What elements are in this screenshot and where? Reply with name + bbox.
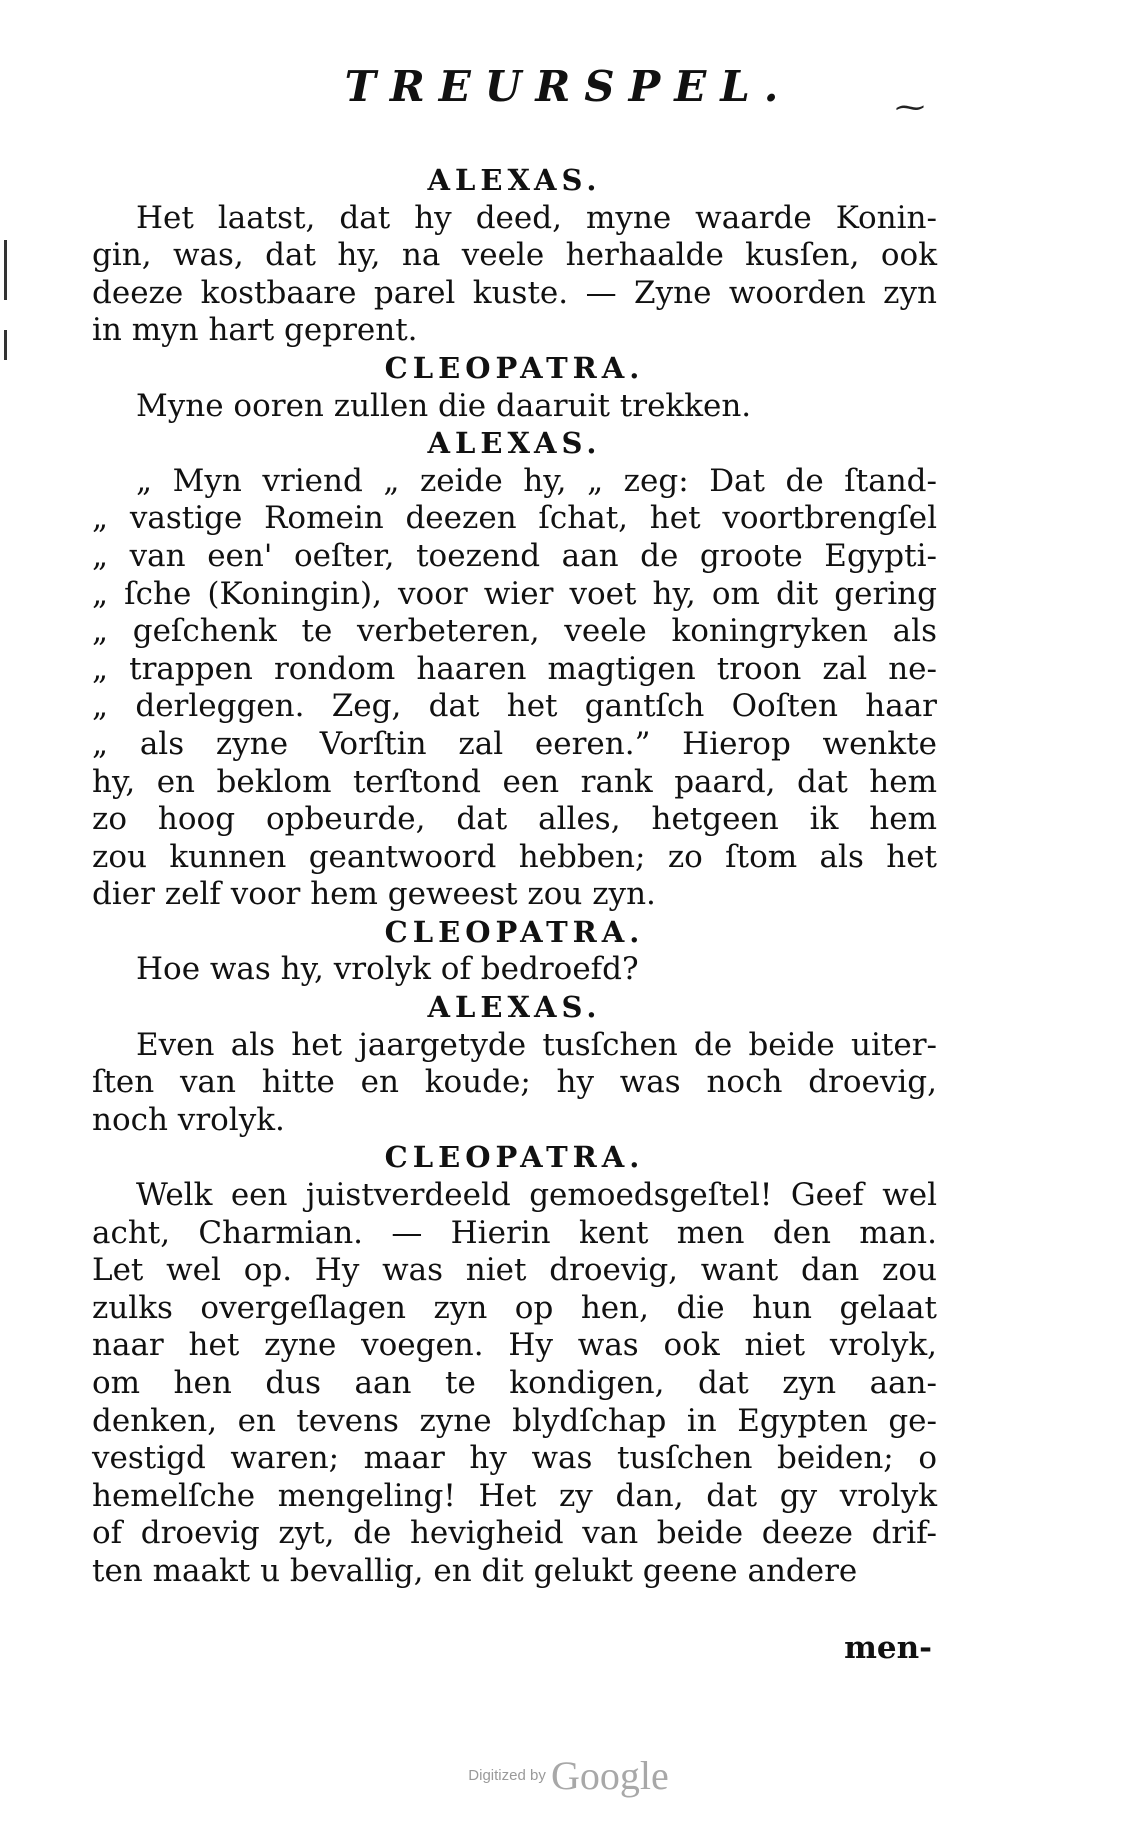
text-line: Myne ooren zullen die daaruit trekken. xyxy=(136,387,752,424)
speaker-name: ALEXAS. xyxy=(427,426,602,461)
text-line: in myn hart geprent. xyxy=(92,312,418,349)
speaker-name: CLEOPATRA. xyxy=(384,350,645,385)
text-line: Let wel op. Hy was niet droevig, want dan zou xyxy=(92,1252,937,1289)
text-line: of droevig zyt, de hevigheid van beide deeze drif- xyxy=(92,1515,937,1552)
text-line: om hen dus aan te kondigen, dat zyn aan- xyxy=(92,1365,937,1401)
margin-mark xyxy=(4,240,7,300)
speaker-name: ALEXAS. xyxy=(427,990,602,1025)
text-line: Welk een juistverdeeld gemoedsgeſtel! Geef wel xyxy=(136,1177,937,1214)
speaker-name: CLEOPATRA. xyxy=(384,914,645,949)
text-line: „ Myn vriend „ zeide hy, „ zeg: Dat de ſtand- xyxy=(136,462,937,499)
google-logo: Google xyxy=(550,1753,669,1798)
text-line: vestigd waren; maar hy was tusſchen beiden; o xyxy=(92,1440,937,1477)
text-line: naar het zyne voegen. Hy was ook niet vrolyk, xyxy=(92,1327,937,1364)
text-line: zulks overgeſlagen zyn op hen, die hun gelaat xyxy=(92,1289,937,1326)
text-line: Het laatst, dat hy deed, myne waarde Konin- xyxy=(136,199,937,236)
text-line: „ derleggen. Zeg, dat het gantſch Ooſten haar xyxy=(92,688,937,725)
text-line: Even als het jaargetyde tusſchen de beide uiter- xyxy=(136,1026,937,1063)
text-line: dier zelf voor hem geweest zou zyn. xyxy=(92,876,656,913)
margin-mark xyxy=(4,330,7,360)
digitized-label: Digitized by xyxy=(468,1767,546,1784)
text-line: zou kunnen geantwoord hebben; zo ſtom als het xyxy=(92,838,937,875)
text-line: denken, en tevens zyne blydſchap in Egypten ge- xyxy=(92,1402,937,1439)
catchword: men- xyxy=(844,1630,932,1666)
text-line: acht, Charmian. — Hierin kent men den man. xyxy=(92,1214,937,1251)
text-line: noch vrolyk. xyxy=(92,1101,285,1138)
text-line: „ van een' oeſter, toezend aan de groote Egypti- xyxy=(92,537,937,574)
text-line: ſten van hitte en koude; hy was noch droevig, xyxy=(92,1064,937,1101)
text-line: „ trappen rondom haaren magtigen troon zal ne- xyxy=(92,650,937,687)
text-line: ten maakt u bevallig, en dit gelukt geene andere xyxy=(92,1552,858,1589)
speaker-name: CLEOPATRA. xyxy=(384,1140,645,1175)
text-line: deeze kostbaare parel kuste. — Zyne woorden zyn xyxy=(92,274,937,311)
text-line: zo hoog opbeurde, dat alles, hetgeen ik hem xyxy=(92,801,937,838)
text-line: hy, en beklom terſtond een rank paard, dat hem xyxy=(92,763,937,800)
text-line: „ ſche (Koningin), voor wier voet hy, om dit gering xyxy=(92,575,937,612)
digitization-footer xyxy=(0,1752,1137,1799)
text-line: „ vastige Romein deezen ſchat, het voortbrengſel xyxy=(92,500,937,537)
running-title: TREURSPEL. xyxy=(344,62,793,111)
text-line: gin, was, dat hy, na veele herhaalde kusſen, ook xyxy=(92,237,937,274)
text-line: Hoe was hy, vrolyk of bedroefd? xyxy=(136,951,639,988)
text-line: „ als zyne Vorſtin zal eeren.” Hierop wenkte xyxy=(92,725,937,762)
speaker-name: ALEXAS. xyxy=(427,163,602,197)
text-line: „ geſchenk te verbeteren, veele koningryken als xyxy=(92,613,937,650)
play-text xyxy=(92,162,937,1591)
signature-mark: ⁓ xyxy=(895,90,925,125)
text-line: hemelſche mengeling! Het zy dan, dat gy vrolyk xyxy=(92,1477,937,1514)
